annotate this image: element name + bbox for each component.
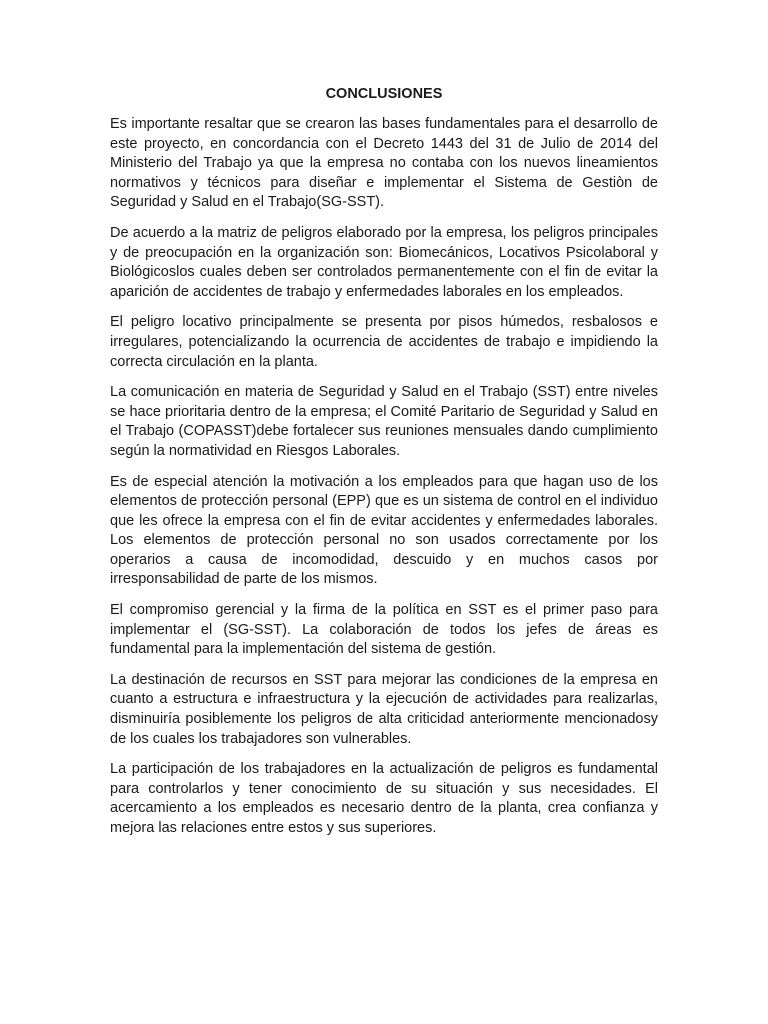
- paragraph-7: La destinación de recursos en SST para mejorar las condiciones de la empresa en cuanto a estructura e infraestructura y la ejecución de actividades para realizarlas, disminuiría posiblemente los peligros de alta criticidad anteriormente mencionadosy de los cuales los trabajadores son vulnerables.: [110, 671, 658, 747]
- document-page: [110, 84, 658, 850]
- paragraph-2: De acuerdo a la matriz de peligros elaborado por la empresa, los peligros principales y de preocupación en la organización son: Biomecánicos, Locativos Psicolaboral y Biológicoslos cuales deben ser controlados permanentemente con el fin de evitar la aparición de accidentes de trabajo y enfermedades laborales en los empleados.: [110, 224, 658, 300]
- paragraph-3: El peligro locativo principalmente se presenta por pisos húmedos, resbalosos e irregulares, potencializando la ocurrencia de accidentes de trabajo e impidiendo la correcta circulación en la planta.: [110, 314, 658, 370]
- paragraph-8: La participación de los trabajadores en la actualización de peligros es fundamental para controlarlos y tener conocimiento de su situación y sus necesidades. El acercamiento a los empleados es necesario dentro de la planta, crea confianza y mejora las relaciones entre estos y sus superiores.: [110, 761, 658, 836]
- paragraph-6: El compromiso gerencial y la firma de la política en SST es el primer paso para implementar el (SG-SST). La colaboración de todos los jefes de áreas es fundamental para la implementación del sistema de gestión.: [110, 602, 658, 658]
- page-title: CONCLUSIONES: [325, 86, 443, 102]
- paragraph-1: Es importante resaltar que se crearon las bases fundamentales para el desarrollo de este proyecto, en concordancia con el Decreto 1443 del 31 de Julio de 2014 del Ministerio del Trabajo ya que la empresa no contaba con los nuevos lineamientos normativos y técnicos para diseñar e implementar el Sistema de Gestiòn de Seguridad y Salud en el Trabajo(SG-SST).: [110, 116, 658, 211]
- paragraph-4: La comunicación en materia de Seguridad y Salud en el Trabajo (SST) entre niveles se hace prioritaria dentro de la empresa; el Comité Paritario de Seguridad y Salud en el Trabajo (COPASST)debe fortalecer sus reuniones mensuales dando cumplimiento según la normatividad en Riesgos Laborales.: [110, 384, 658, 459]
- paragraph-5: Es de especial atención la motivación a los empleados para que hagan uso de los elementos de protección personal (EPP) que es un sistema de control en el individuo que les ofrece la empresa con el fin de evitar accidentes y enfermedades laborales. Los elementos de protección personal no son usados correctamente por los operarios a causa de incomodidad, descuido y en muchos casos por irresponsabilidad de parte de los mismos.: [110, 473, 658, 588]
